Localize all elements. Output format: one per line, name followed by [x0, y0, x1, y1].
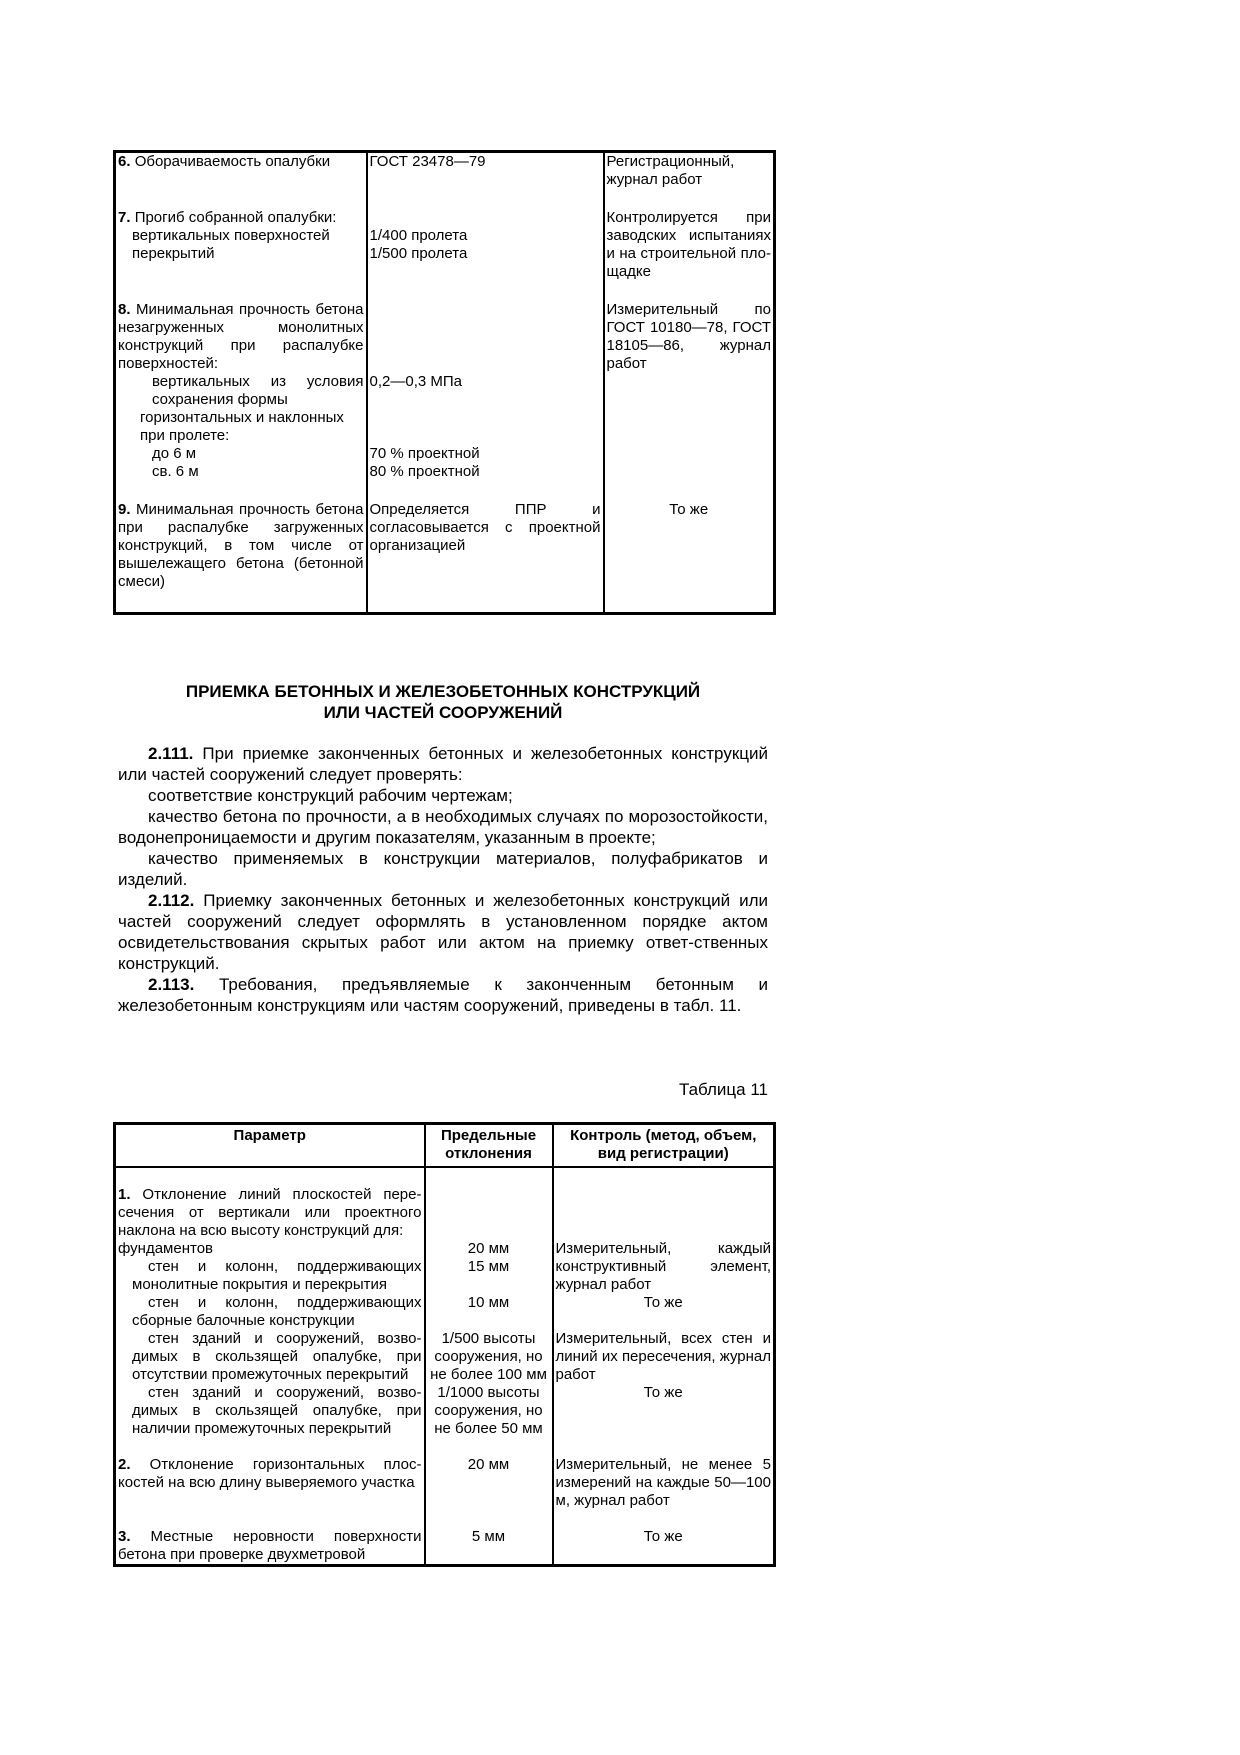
table-caption: Таблица 11: [678, 1080, 768, 1099]
table-row: 3. Местные неровности поверхности бетона при проверке двухметровой 5 мм То же: [115, 1528, 775, 1566]
table-row: 2. Отклонение горизонтальных плос-костей на всю длину выверяемого участка 20 мм Измерительный, не менее 5 измерений на каждые 50—100 м, журнал работ: [115, 1456, 775, 1510]
paragraph: 2.111. При приемке законченных бетонных и железобетонных конструкций или частей сооружений следует проверять:: [118, 744, 768, 784]
column-header: Контроль (метод, объем, вид регистрации): [553, 1124, 775, 1168]
table-row: 7. Прогиб собранной опалубки: вертикальных поверхностей перекрытий 1/400 пролета 1/500 пролета Контролируется при заводских испытаниях и на строительной пло-щадке: [115, 209, 775, 281]
body-text: [118, 743, 768, 1016]
table-11: [113, 1122, 776, 1567]
table-row: стен и колонн, поддерживающих монолитные покрытия и перекрытия 15 мм: [115, 1258, 775, 1294]
top-table: [113, 150, 776, 615]
table-row: стен зданий и сооружений, возво-димых в скользящей опалубке, при наличии промежуточных перекрытий 1/1000 высоты сооружения, но не более 50 мм То же: [115, 1384, 775, 1438]
table-row: стен и колонн, поддерживающих сборные балочные конструкции 10 мм То же: [115, 1294, 775, 1330]
column-header: Параметр: [115, 1124, 425, 1168]
table-row: стен зданий и сооружений, возво-димых в скользящей опалубке, при отсутствии промежуточных перекрытий 1/500 высоты сооружения, но не более 100 мм Измерительный, всех стен и линий их пересечения, журнал работ: [115, 1330, 775, 1384]
column-header: Предельные отклонения: [425, 1124, 553, 1168]
paragraph: 2.113. Требования, предъявляемые к законченным бетонным и железобетонным конструкциям или частям сооружений, приведены в табл. 11.: [118, 975, 768, 1015]
paragraph: 2.112. Приемку законченных бетонных и железобетонных конструкций или частей сооружений следует оформлять в установленном порядке актом освидетельствования скрытых работ или актом на приемку ответ-ственных конструкций.: [118, 891, 768, 973]
table-row: 6. Оборачиваемость опалубки ГОСТ 23478—79 Регистрационный, журнал работ: [115, 152, 775, 190]
table-row: 9. Минимальная прочность бетона при распалубке загруженных конструкций, в том числе от вышележащего бетона (бетонной смеси) Определяется ППР и согласовывается с проектной организацией То же: [115, 501, 775, 591]
table-header-row: [115, 1124, 775, 1168]
paragraph: соответствие конструкций рабочим чертежам;: [148, 786, 513, 805]
paragraph: качество применяемых в конструкции материалов, полуфабрикатов и изделий.: [118, 849, 768, 889]
table-row: фундаментов 20 мм Измерительный, каждый конструктивный элемент, журнал работ: [115, 1240, 775, 1258]
section-heading: ПРИЕМКА БЕТОННЫХ И ЖЕЛЕЗОБЕТОННЫХ КОНСТРУКЦИЙ ИЛИ ЧАСТЕЙ СООРУЖЕНИЙ: [185, 682, 701, 722]
table-row: 8. Минимальная прочность бетона незагруженных монолитных конструкций при распалубке поверхностей: вертикальных из условия сохранения формы горизонтальных и наклонных при пролете: до 6 м св. 6 м 0,2—0,3 МПа 70 % проектной 80 % проектной Измерительный по ГОСТ 10180—78, ГОСТ 18105—86, журнал работ: [115, 301, 775, 481]
paragraph: качество бетона по прочности, а в необходимых случаях по морозостойкости, водонепроницаемости и другим показателям, указанным в проекте;: [118, 807, 768, 847]
table-row: 1. Отклонение линий плоскостей пере-сечения от вертикали или проектного наклона на всю высоту конструкций для:: [115, 1186, 775, 1240]
